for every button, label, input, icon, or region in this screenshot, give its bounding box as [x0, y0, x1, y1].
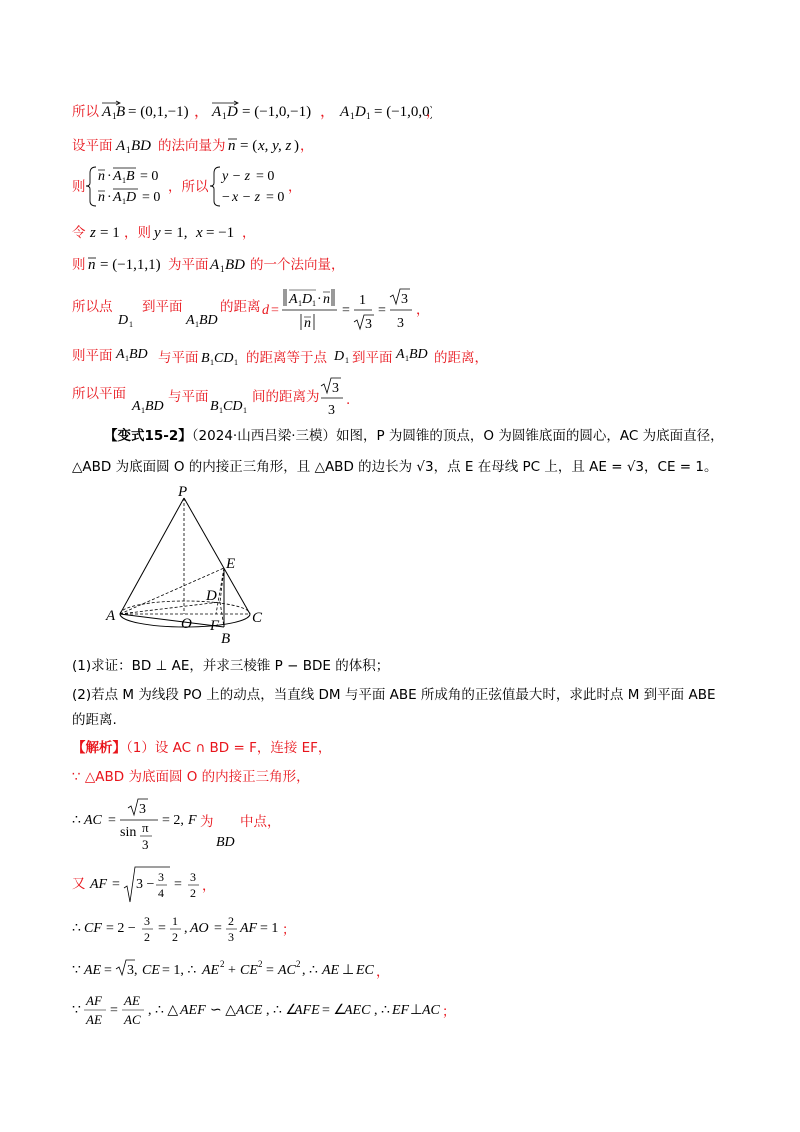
label-P: P: [178, 484, 188, 500]
svg-text:=: =: [266, 963, 274, 978]
svg-text:，: ，: [194, 104, 210, 120]
svg-text:AF: AF: [86, 993, 102, 1008]
svg-text:AEC: AEC: [344, 1003, 371, 1018]
svg-text:，: [300, 138, 312, 154]
svg-text:·: ·: [107, 169, 112, 184]
solution-line-5: [72, 253, 362, 283]
svg-text:到平面: 到平面: [142, 299, 183, 315]
svg-text:n: n: [323, 292, 330, 307]
svg-text:，所以: ，所以: [168, 179, 209, 195]
svg-text:3: 3: [158, 870, 164, 884]
svg-text:，则: ，则: [124, 225, 151, 241]
svg-text:，: ，: [376, 964, 390, 980]
svg-text:A: A: [132, 399, 141, 414]
svg-text:1: 1: [141, 406, 145, 415]
analysis-line-1: [72, 738, 331, 758]
svg-text:设平面: 设平面: [72, 138, 113, 154]
svg-text:AF: AF: [90, 877, 108, 892]
svg-text:所以点: 所以点: [72, 299, 113, 315]
svg-text:4: 4: [158, 886, 164, 900]
svg-text:·: ·: [107, 190, 112, 205]
svg-text:∵: ∵: [72, 1003, 81, 1018]
svg-text:AE: AE: [86, 1012, 102, 1027]
svg-text:BD: BD: [145, 399, 164, 414]
svg-text:A: A: [102, 104, 112, 120]
svg-text:= 1,: = 1,: [164, 225, 188, 241]
svg-text:的一个法向量，: 的一个法向量，: [250, 257, 345, 273]
solution-line-4: [72, 221, 282, 251]
svg-text:3: 3: [401, 292, 408, 307]
svg-text:CE: CE: [142, 963, 160, 978]
svg-text:1: 1: [359, 293, 366, 308]
problem-header: [104, 426, 724, 446]
svg-text:1: 1: [298, 299, 302, 308]
analysis-head: 【解析】: [72, 740, 126, 756]
svg-text:= (: = (: [240, 138, 258, 154]
svg-text:BD: BD: [225, 257, 245, 273]
svg-text:1: 1: [345, 356, 349, 365]
svg-text:·: ·: [317, 292, 322, 307]
svg-text:的法向量为: 的法向量为: [158, 138, 226, 154]
svg-text:3: 3: [332, 381, 339, 396]
svg-text:与平面: 与平面: [168, 389, 209, 405]
svg-text:x: x: [196, 225, 203, 241]
analysis-line-6: [72, 958, 412, 988]
label-B: B: [221, 631, 231, 646]
svg-text:=: =: [112, 877, 120, 892]
svg-text:1: 1: [122, 176, 126, 185]
svg-text:CD: CD: [214, 351, 234, 366]
svg-text:AC: AC: [84, 813, 102, 828]
svg-text:到平面: 到平面: [352, 350, 393, 366]
analysis-line-7: [72, 990, 452, 1036]
svg-text:=: =: [174, 877, 182, 892]
svg-text:3: 3: [365, 317, 372, 332]
svg-text:3: 3: [190, 870, 196, 884]
svg-text:AE: AE: [84, 963, 102, 978]
analysis-line-4: [72, 864, 232, 912]
svg-text:1: 1: [219, 406, 223, 415]
svg-text:A: A: [116, 138, 126, 154]
svg-text:1: 1: [195, 320, 199, 329]
svg-text:= 0: = 0: [256, 169, 275, 184]
svg-text:2: 2: [220, 959, 225, 969]
svg-text:∴: ∴: [72, 813, 81, 828]
svg-text:为: 为: [200, 814, 214, 830]
svg-text:2: 2: [172, 930, 178, 944]
svg-text:n: n: [228, 138, 236, 154]
normal-vector-setup: [72, 134, 312, 158]
svg-text:=: =: [378, 303, 386, 318]
svg-text:=: =: [108, 813, 116, 828]
label-D: D: [206, 588, 217, 604]
svg-text:中点，: 中点，: [240, 814, 281, 830]
svg-text:A: A: [186, 313, 195, 328]
svg-text:，: ，: [416, 302, 430, 318]
svg-text:1: 1: [112, 111, 117, 121]
svg-text:1: 1: [234, 358, 238, 367]
svg-text:AC: AC: [124, 1012, 141, 1027]
svg-text:3: 3: [228, 930, 234, 944]
svg-text:= 1: = 1: [100, 225, 120, 241]
svg-text:n: n: [98, 190, 105, 205]
svg-text:x, y, z: x, y, z: [258, 138, 292, 154]
svg-text:3 −: 3 −: [136, 877, 155, 892]
svg-text:D: D: [302, 292, 313, 307]
svg-text:D: D: [355, 104, 366, 120]
svg-text:+: +: [228, 963, 236, 978]
svg-text:sin: sin: [120, 825, 137, 840]
svg-text:EF: EF: [392, 1003, 410, 1018]
svg-text:则: 则: [72, 179, 86, 195]
solution-line-6: [72, 284, 432, 344]
solution-line-8: [72, 376, 362, 426]
svg-text:的距离: 的距离: [220, 299, 261, 315]
solution-line-7: [72, 344, 492, 376]
svg-text:令: 令: [72, 225, 86, 241]
svg-text:3: 3: [142, 837, 149, 852]
analysis-line-2: ∵ △ABD 为底面圆 O 的内接正三角形，: [72, 769, 310, 785]
svg-text:= 0: = 0: [142, 190, 161, 205]
distance-formula: [72, 284, 432, 338]
cf-ao-formula: [72, 912, 312, 946]
solution-line-3: [72, 163, 302, 215]
svg-text:；: ；: [282, 922, 296, 938]
question-1: (1)求证：BD ⊥ AE，并求三棱锥 P − BDE 的体积；: [72, 658, 390, 674]
svg-text:= 0: = 0: [140, 169, 159, 184]
svg-text:⊥: ⊥: [410, 1003, 423, 1018]
svg-text:−: −: [222, 190, 230, 205]
svg-text:1: 1: [129, 320, 133, 329]
svg-text:A: A: [113, 190, 122, 205]
equation-systems: [72, 163, 302, 209]
svg-text:AFE: AFE: [294, 1003, 320, 1018]
svg-text:d: d: [262, 303, 269, 318]
svg-text:n: n: [98, 169, 105, 184]
svg-text:=: =: [110, 1003, 118, 1018]
svg-text:的距离，: 的距离，: [434, 350, 488, 366]
problem-source: （2024·山西吕梁·三模）: [191, 428, 336, 444]
solution-line-1: [72, 100, 432, 124]
svg-text:AE: AE: [202, 963, 220, 978]
svg-text:；: [442, 1004, 452, 1020]
svg-text:y − z: y − z: [222, 169, 251, 184]
problem-tag: 【变式15-2】: [104, 428, 192, 444]
svg-text:n: n: [304, 316, 311, 331]
svg-text:∵: ∵: [72, 963, 81, 978]
svg-text:又: 又: [72, 876, 86, 892]
svg-text:, ∴ △: , ∴ △: [148, 1003, 179, 1018]
af-formula: [72, 864, 232, 906]
svg-text:ACE: ACE: [236, 1003, 263, 1018]
svg-text:= 1, ∴: = 1, ∴: [162, 963, 197, 978]
svg-text:π: π: [142, 820, 149, 835]
svg-text:A: A: [289, 292, 298, 307]
svg-text:=: =: [158, 921, 166, 936]
svg-text:，: ，: [320, 104, 336, 120]
solution-line-2: [72, 134, 312, 164]
svg-text:CE: CE: [240, 963, 258, 978]
svg-text:则: 则: [72, 257, 86, 273]
svg-text:2: 2: [296, 959, 301, 969]
svg-text:B: B: [210, 399, 219, 414]
svg-text:= (−1,0,0): = (−1,0,0): [374, 104, 432, 120]
svg-text:= (−1,1,1): = (−1,1,1): [100, 257, 161, 273]
svg-text:，: [426, 104, 432, 120]
svg-text:= 1: = 1: [260, 921, 279, 936]
svg-text:= ∠: = ∠: [322, 1003, 346, 1018]
svg-text:AO: AO: [190, 921, 209, 936]
svg-text:1: 1: [243, 406, 247, 415]
svg-text:1: 1: [405, 354, 409, 363]
svg-text:∽ △: ∽ △: [210, 1003, 236, 1018]
svg-text:1: 1: [366, 111, 371, 121]
svg-text:, ∴: , ∴: [302, 963, 318, 978]
svg-text:z: z: [90, 225, 96, 241]
svg-text:x − z: x − z: [232, 190, 261, 205]
svg-text:= (0,1,−1): = (0,1,−1): [128, 104, 189, 120]
cone-figure: [102, 484, 282, 646]
svg-text:= 2 −: = 2 −: [106, 921, 136, 936]
svg-text:AEF: AEF: [180, 1003, 206, 1018]
svg-text:B: B: [201, 351, 210, 366]
svg-text:EC: EC: [356, 963, 374, 978]
label-A: A: [106, 608, 116, 624]
svg-text:n: n: [88, 257, 96, 273]
vector-coordinates-formula: [72, 100, 432, 124]
svg-text:): ): [294, 138, 299, 154]
svg-text:y: y: [154, 225, 161, 241]
svg-text:AF: AF: [240, 921, 258, 936]
plane-distance-result: [72, 376, 362, 420]
svg-text:=: =: [214, 921, 222, 936]
svg-text:3: 3: [328, 403, 335, 418]
svg-text:1: 1: [122, 197, 126, 206]
svg-text:, ∴ ∠: , ∴ ∠: [266, 1003, 298, 1018]
svg-text:CD: CD: [223, 399, 243, 414]
question-2-cont: 的距离.: [72, 712, 117, 728]
svg-text:BD: BD: [216, 835, 235, 850]
svg-text:, ∴: , ∴: [374, 1003, 390, 1018]
svg-text:A: A: [340, 104, 350, 120]
svg-text:2: 2: [258, 959, 263, 969]
plane-distance-equivalence: [72, 344, 492, 370]
svg-text:= −1: = −1: [206, 225, 235, 241]
svg-text:1: 1: [220, 264, 225, 274]
svg-text:1: 1: [210, 358, 214, 367]
svg-text:1: 1: [126, 145, 131, 155]
analysis-line-5: [72, 912, 312, 952]
let-z-formula: [72, 221, 282, 245]
similar-triangles-formula: [72, 990, 452, 1030]
svg-text:3: 3: [139, 802, 146, 817]
svg-text:，: ，: [242, 225, 256, 241]
problem-text-2: △ABD 为底面圆 O 的内接正三角形，且 △ABD 的边长为 √3，点 E 在母线 PC 上，且 AE = √3，CE = 1。: [72, 459, 718, 475]
question-2: (2)若点 M 为线段 PO 上的动点，当直线 DM 与平面 ABE 所成角的正弦值最大时，求此时点 M 到平面 ABE: [72, 687, 716, 703]
svg-text:BD: BD: [129, 347, 148, 362]
svg-text:= 0: = 0: [266, 190, 285, 205]
svg-text:BD: BD: [131, 138, 151, 154]
svg-text:A: A: [113, 169, 122, 184]
svg-text:=: =: [342, 303, 350, 318]
svg-text:，: ，: [288, 179, 302, 195]
svg-text:AE: AE: [322, 963, 340, 978]
svg-text:.: .: [346, 392, 351, 408]
svg-text:1: 1: [312, 299, 316, 308]
svg-text:A: A: [396, 347, 405, 362]
svg-text:A: A: [116, 347, 125, 362]
svg-text:BD: BD: [199, 313, 218, 328]
svg-text:= (−1,0,−1): = (−1,0,−1): [242, 104, 312, 120]
svg-text:A: A: [212, 104, 222, 120]
svg-text:∴: ∴: [72, 921, 81, 936]
normal-vector-result: [72, 253, 362, 277]
label-O: O: [181, 616, 192, 632]
svg-text:⊥: ⊥: [342, 963, 355, 978]
svg-text:，: ，: [202, 878, 216, 894]
svg-text:所以: 所以: [72, 104, 99, 120]
analysis-text-1: （1）设 AC ∩ BD = F，连接 EF，: [126, 740, 332, 756]
svg-text:3: 3: [144, 914, 150, 928]
label-F: F: [210, 618, 220, 634]
svg-text:2: 2: [144, 930, 150, 944]
svg-text:间的距离为: 间的距离为: [252, 389, 320, 405]
svg-text:D: D: [227, 104, 238, 120]
label-E: E: [226, 556, 236, 572]
svg-text:1: 1: [350, 111, 355, 121]
svg-text:,: ,: [184, 921, 188, 936]
svg-text:AE: AE: [124, 993, 140, 1008]
svg-text:=: =: [104, 963, 112, 978]
svg-text:与平面: 与平面: [158, 350, 199, 366]
svg-text:= 2,: = 2,: [162, 813, 184, 828]
svg-text:1: 1: [222, 111, 227, 121]
svg-text:1: 1: [172, 914, 178, 928]
svg-text:所以平面: 所以平面: [72, 386, 126, 402]
analysis-line-3: [72, 796, 292, 860]
svg-text:D: D: [118, 313, 129, 328]
svg-text:D: D: [334, 349, 345, 364]
svg-text:D: D: [126, 190, 137, 205]
svg-text:A: A: [210, 257, 220, 273]
svg-text:AC: AC: [278, 963, 296, 978]
svg-text:3,: 3,: [127, 963, 138, 978]
svg-text:B: B: [126, 169, 135, 184]
svg-text:则平面: 则平面: [72, 348, 113, 364]
ac-formula: [72, 796, 292, 854]
svg-text:3: 3: [397, 316, 404, 331]
svg-text:F: F: [188, 813, 197, 828]
svg-text:CF: CF: [84, 921, 102, 936]
svg-text:AC: AC: [422, 1003, 440, 1018]
svg-text:B: B: [116, 104, 126, 120]
svg-text:2: 2: [228, 914, 234, 928]
svg-text:=: =: [271, 303, 279, 318]
svg-text:的距离等于点: 的距离等于点: [246, 350, 327, 366]
ae-ec-formula: [72, 958, 412, 982]
svg-text:2: 2: [190, 886, 196, 900]
label-C: C: [252, 610, 263, 626]
svg-text:为平面: 为平面: [168, 257, 209, 273]
svg-text:1: 1: [125, 354, 129, 363]
problem-text-1: 如图，P 为圆锥的顶点，O 为圆锥底面的圆心，AC 为底面直径，: [336, 428, 724, 444]
svg-text:BD: BD: [409, 347, 428, 362]
